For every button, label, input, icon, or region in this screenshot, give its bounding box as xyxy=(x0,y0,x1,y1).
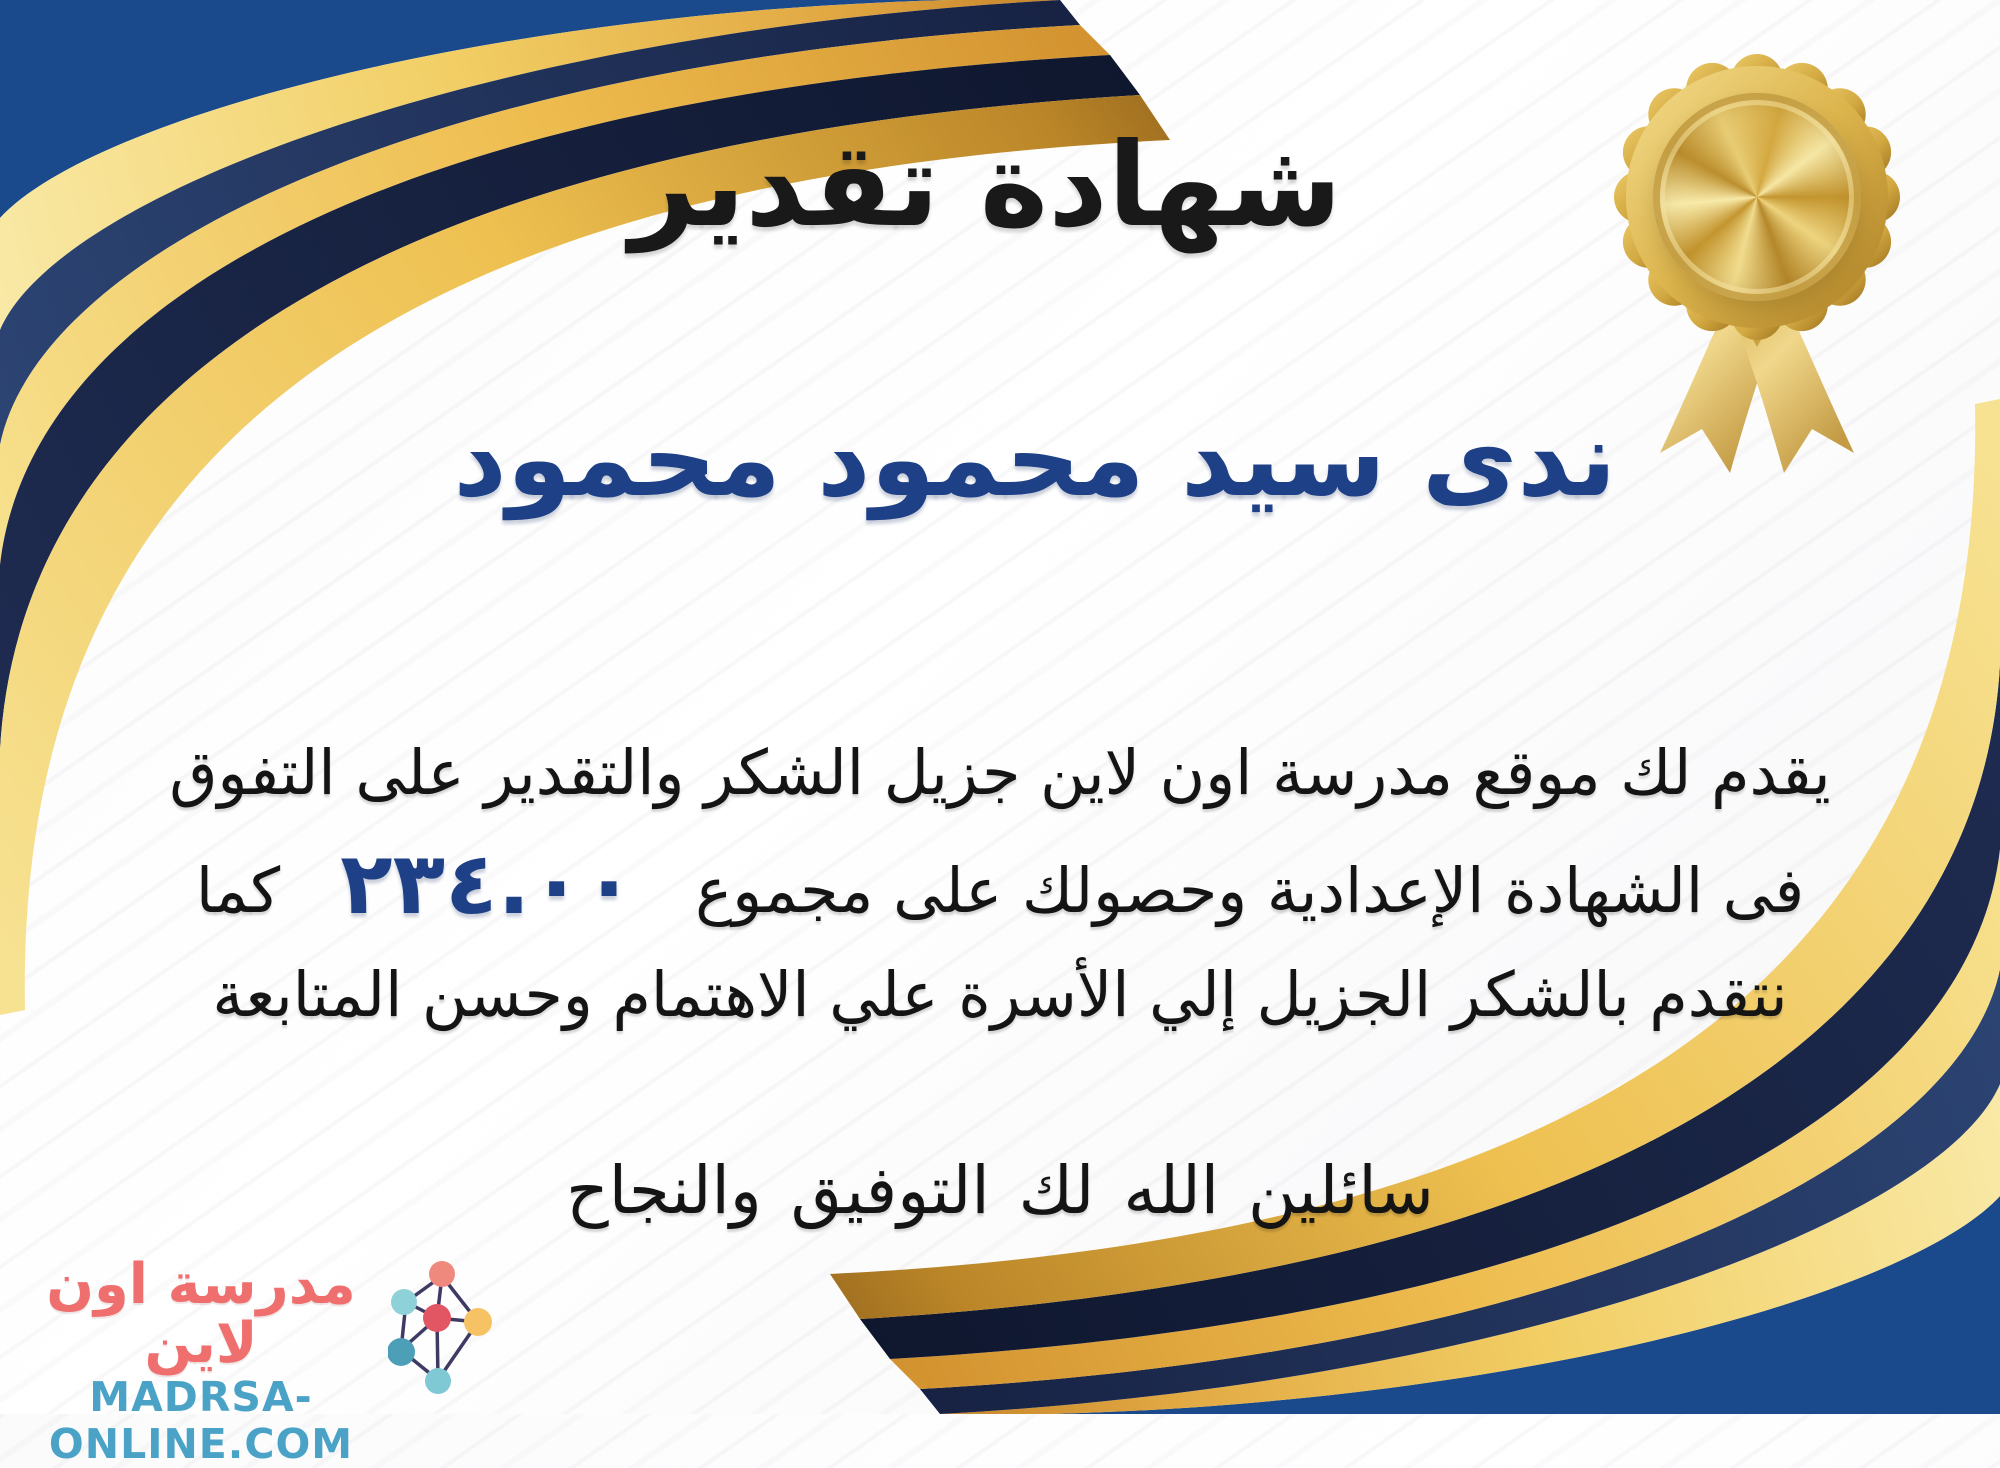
network-nodes-logo-icon xyxy=(388,1258,492,1396)
body-line-2-text: فى الشهادة الإعدادية وحصولك على مجموع xyxy=(695,853,1805,927)
body-line-2-tail: كما xyxy=(195,853,281,927)
body-line-2 xyxy=(195,834,1805,940)
certificate-title: شهادة تقدير xyxy=(629,118,1342,253)
body-line-3: نتقدم بالشكر الجزيل إلي الأسرة علي الاهتمام وحسن المتابعة xyxy=(212,958,1788,1031)
student-name: ندى سيد محمود محمود xyxy=(453,398,1617,520)
site-name-arabic: مدرسة اون لاين xyxy=(46,1252,356,1376)
logo-text-column xyxy=(22,1252,380,1468)
body-line-1: يقدم لك موقع مدرسة اون لاين جزيل الشكر والتقدير على التفوق xyxy=(169,736,1831,809)
score-value: ٢٣٤.٠٠ xyxy=(340,834,636,934)
closing-line: سائلين الله لك التوفيق والنجاح xyxy=(566,1152,1434,1229)
site-logo xyxy=(22,1252,492,1468)
medal-face xyxy=(1653,93,1861,301)
site-domain: MADRSA-ONLINE.COM xyxy=(48,1372,354,1468)
gold-medal-rosette-icon xyxy=(1590,35,1924,475)
